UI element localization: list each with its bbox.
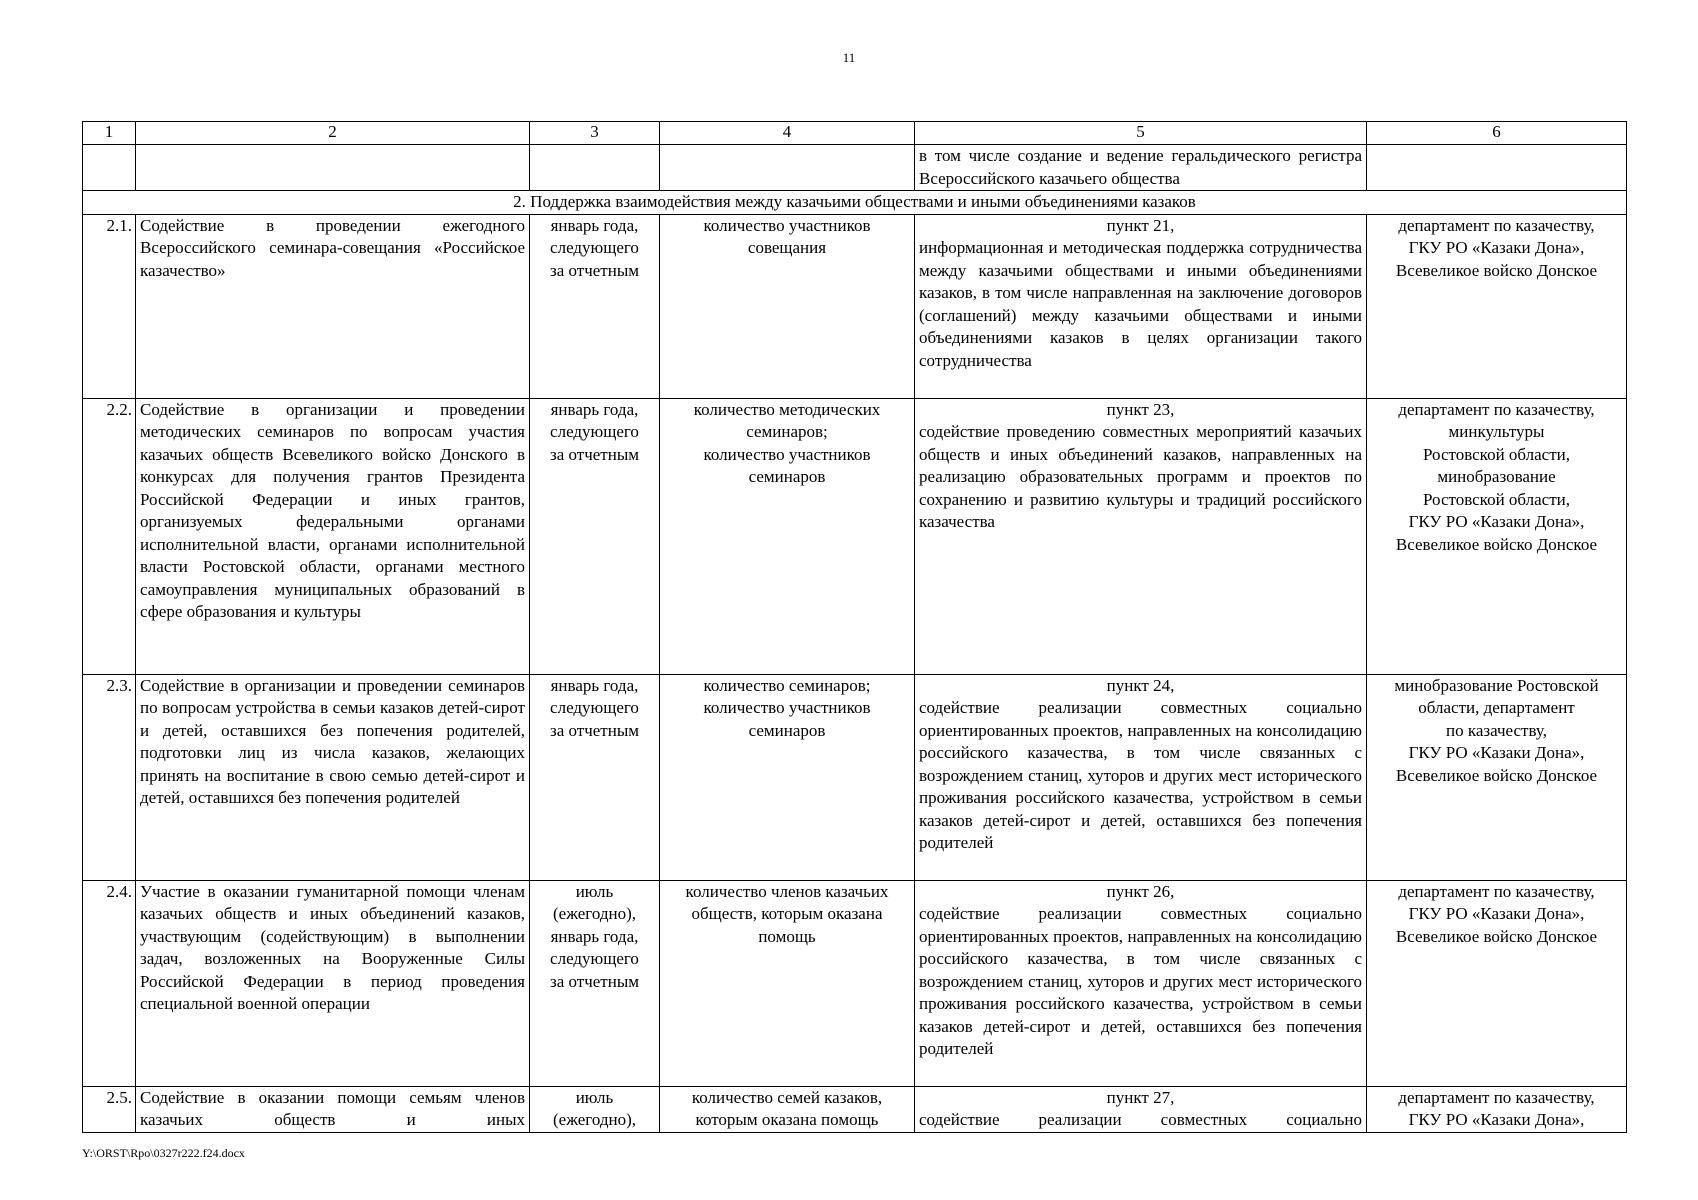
section-row: [83, 191, 1627, 215]
table-row: [83, 880, 1627, 1086]
empty-cell: [136, 145, 530, 191]
term-cell: январь года, следующего за отчетным: [530, 674, 660, 880]
indicator-cell: количество участников совещания: [660, 214, 915, 398]
empty-cell: [1367, 145, 1627, 191]
table-row: [83, 398, 1627, 674]
table-row: [83, 1086, 1627, 1132]
section-title: 2. Поддержка взаимодействия между казачьими обществами и иными объединениями казаков: [83, 191, 1627, 215]
program-item-title: пункт 24,: [1106, 675, 1175, 695]
row-number: 2.1.: [83, 214, 136, 398]
executors-cell: минобразование Ростовской области, департамент по казачеству, ГКУ РО «Казаки Дона», Всевеликое войско Донское: [1367, 674, 1627, 880]
indicator-cell: количество семей казаков, которым оказана помощь: [660, 1086, 915, 1132]
indicator-cell: количество семинаров; количество участников семинаров: [660, 674, 915, 880]
program-item-title: пункт 21,: [1106, 215, 1175, 235]
executors-cell: департамент по казачеству, ГКУ РО «Казаки Дона»,: [1367, 1086, 1627, 1132]
row-number: 2.4.: [83, 880, 136, 1086]
program-item-title: пункт 26,: [1106, 881, 1175, 901]
program-item-cell: [915, 880, 1367, 1086]
program-item-text: информационная и методическая поддержка сотрудничества между казачьими обществами и иными объединениями казаков, в том числе направленная на заключение договоров (соглашений) между казачьими обществами и иными объединениями казаков в целях организации такого сотрудничества: [919, 238, 1362, 370]
indicator-cell: количество членов казачьих обществ, которым оказана помощь: [660, 880, 915, 1086]
term-cell: июль (ежегодно),: [530, 1086, 660, 1132]
column-number: 5: [915, 122, 1367, 145]
page-number: 11: [842, 50, 856, 65]
continuation-row: [83, 145, 1627, 191]
activity-cell: Участие в оказании гуманитарной помощи членам казачьих обществ и иных объединений казаков, участвующим (содействующим) в выполнении задач, возложенных на Вооруженные Силы Российской Федерации в период проведения специальной военной операции: [136, 880, 530, 1086]
term-cell: июль (ежегодно), январь года, следующего за отчетным: [530, 880, 660, 1086]
term-cell: январь года, следующего за отчетным: [530, 214, 660, 398]
program-item-cell: [915, 1086, 1367, 1132]
executors-cell: департамент по казачеству, ГКУ РО «Казаки Дона», Всевеликое войско Донское: [1367, 214, 1627, 398]
activity-cell: Содействие в оказании помощи семьям членов казачьих обществ и иных: [136, 1086, 530, 1132]
column-number: 4: [660, 122, 915, 145]
column-number: 2: [136, 122, 530, 145]
activity-plan-table: [82, 121, 1627, 1133]
column-number: 3: [530, 122, 660, 145]
continuation-text: в том числе создание и ведение геральдического регистра Всероссийского казачьего общества: [915, 145, 1367, 191]
activity-cell: Содействие в организации и проведении семинаров по вопросам устройства в семьи казаков детей-сирот и детей, оставшихся без попечения родителей, подготовки лиц из числа казаков, желающих принять на воспитание в свою семью детей-сирот и детей, оставшихся без попечения родителей: [136, 674, 530, 880]
executors-cell: департамент по казачеству, ГКУ РО «Казаки Дона», Всевеликое войско Донское: [1367, 880, 1627, 1086]
indicator-cell: количество методических семинаров; количество участников семинаров: [660, 398, 915, 674]
empty-cell: [83, 145, 136, 191]
activity-cell: Содействие в организации и проведении методических семинаров по вопросам участия казачьих обществ Всевеликого войско Донского в конкурсах для получения грантов Президента Российской Федерации и иных грантов, организуемых федеральными органами исполнительной власти, органами исполнительной власти Ростовской области, органами местного самоуправления муниципальных образований в сфере образования и культуры: [136, 398, 530, 674]
column-number: 1: [83, 122, 136, 145]
column-number: 6: [1367, 122, 1627, 145]
table-row: [83, 674, 1627, 880]
empty-cell: [530, 145, 660, 191]
column-numbers-row: [83, 122, 1627, 145]
executors-cell: департамент по казачеству, минкультуры Ростовской области, минобразование Ростовской области, ГКУ РО «Казаки Дона», Всевеликое войско Донское: [1367, 398, 1627, 674]
program-item-text: содействие проведению совместных мероприятий казачьих обществ и иных объединений казаков, направленных на реализацию образовательных программ и проектов по сохранению и развитию культуры и традиций российского казачества: [919, 422, 1362, 531]
row-number: 2.5.: [83, 1086, 136, 1132]
program-item-text: содействие реализации совместных социально: [919, 1110, 1362, 1129]
file-path-footer: Y:\ORST\Rpo\0327r222.f24.docx: [82, 1146, 245, 1160]
empty-cell: [660, 145, 915, 191]
table-row: [83, 214, 1627, 398]
program-item-text: содействие реализации совместных социально ориентированных проектов, направленных на консолидацию российского казачества, в том числе связанных с возрождением станиц, хуторов и других мест исторического проживания российского казачества, устройством в семьи казаков детей-сирот и детей, оставшихся без попечения родителей: [919, 698, 1362, 852]
program-item-title: пункт 27,: [1106, 1087, 1175, 1107]
program-item-cell: [915, 214, 1367, 398]
program-item-cell: [915, 674, 1367, 880]
activity-cell: Содействие в проведении ежегодного Всероссийского семинара-совещания «Российское казачество»: [136, 214, 530, 398]
program-item-text: содействие реализации совместных социально ориентированных проектов, направленных на консолидацию российского казачества, в том числе связанных с возрождением станиц, хуторов и других мест исторического проживания российского казачества, устройством в семьи казаков детей-сирот и детей, оставшихся без попечения родителей: [919, 904, 1362, 1058]
row-number: 2.3.: [83, 674, 136, 880]
program-item-title: пункт 23,: [1106, 399, 1175, 419]
row-number: 2.2.: [83, 398, 136, 674]
term-cell: январь года, следующего за отчетным: [530, 398, 660, 674]
program-item-cell: [915, 398, 1367, 674]
